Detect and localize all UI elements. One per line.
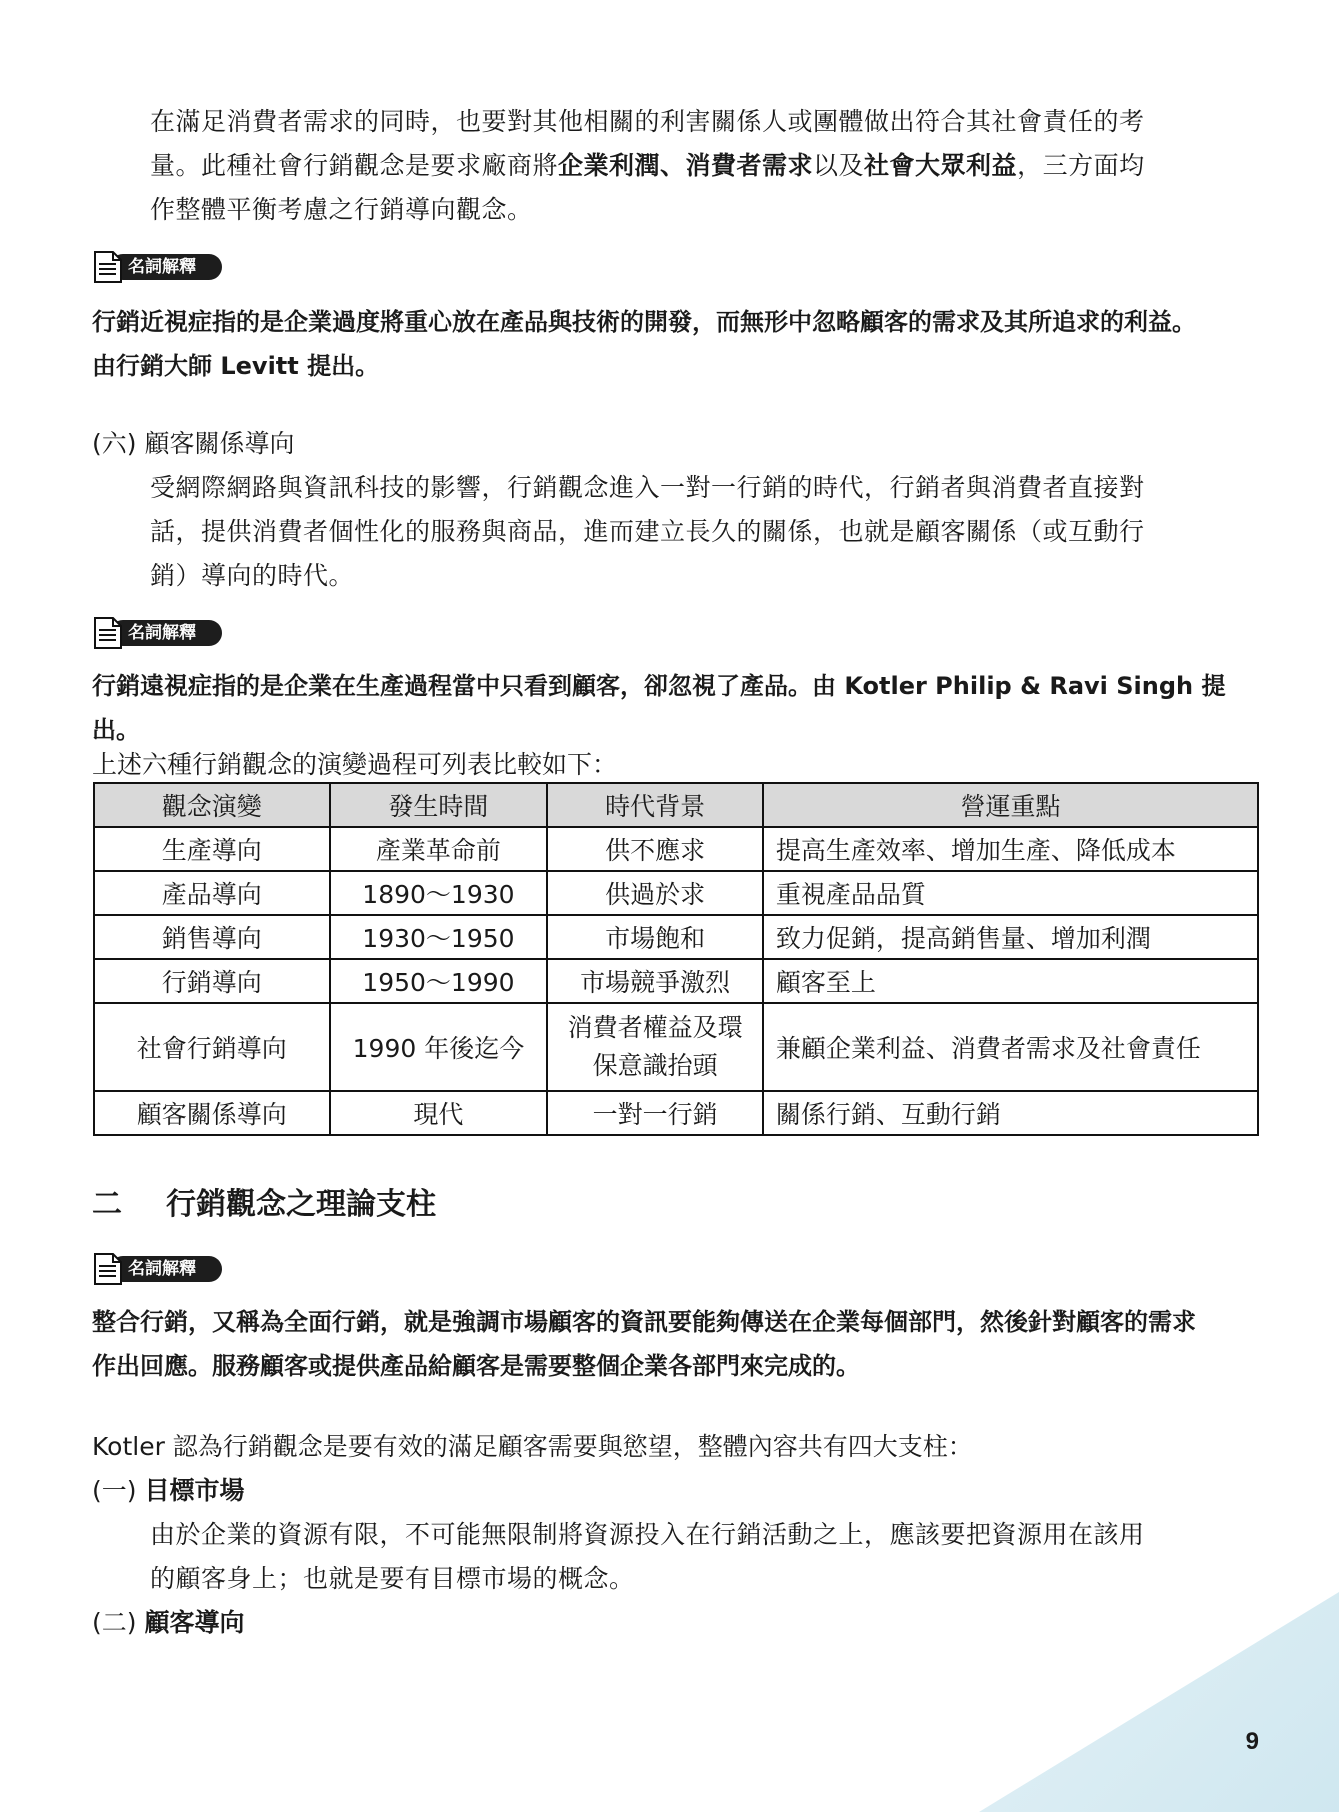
table-row (94, 1091, 1258, 1135)
table-cell-concept: 產品導向 (94, 871, 330, 915)
intro-text: 量。此種社會行銷觀念是要求廠商將 (150, 151, 559, 180)
table-header-cell: 觀念演變 (94, 783, 330, 827)
table-cell-background: 消費者權益及環保意識抬頭 (547, 1003, 763, 1091)
term-badge-label: 名詞解釋 (110, 1256, 222, 1282)
term-badge (92, 250, 232, 284)
document-icon (92, 1252, 124, 1286)
definition-myopia (92, 300, 1252, 388)
definition-integrated-marketing (92, 1300, 1252, 1388)
intro-text: 以及 (813, 151, 865, 180)
page-number: 9 (1245, 1728, 1259, 1755)
term-badge (92, 616, 232, 650)
pillar-1-line-2: 的顧客身上；也就是要有目標市場的概念。 (150, 1564, 635, 1593)
table-row (94, 827, 1258, 871)
section-heading (92, 1182, 436, 1228)
table-cell-background: 市場飽和 (547, 915, 763, 959)
table-cell-background: 市場競爭激烈 (547, 959, 763, 1003)
table-cell-concept: 生產導向 (94, 827, 330, 871)
intro-paragraph (150, 100, 1250, 232)
table-cell-focus: 兼顧企業利益、消費者需求及社會責任 (763, 1003, 1258, 1091)
table-row (94, 871, 1258, 915)
document-icon (92, 616, 124, 650)
definition-myopia-line-1: 行銷近視症指的是企業過度將重心放在產品與技術的開發，而無形中忽略顧客的需求及其所追求的利益。 (92, 308, 1196, 336)
table-cell-concept: 顧客關係導向 (94, 1091, 330, 1135)
table-cell-time: 1930～1950 (330, 915, 548, 959)
subsection-6-line-1: 受網際網路與資訊科技的影響，行銷觀念進入一對一行銷的時代，行銷者與消費者直接對 (150, 473, 1145, 502)
comparison-table (93, 782, 1259, 1136)
intro-line-3: 作整體平衡考慮之行銷導向觀念。 (150, 195, 533, 224)
intro-text: ，三方面均 (1017, 151, 1145, 180)
table-row (94, 1003, 1258, 1091)
table-cell-concept: 行銷導向 (94, 959, 330, 1003)
table-cell-focus: 提高生產效率、增加生產、降低成本 (763, 827, 1258, 871)
intro-bold-term-2: 社會大眾利益 (864, 151, 1018, 180)
term-badge (92, 1252, 232, 1286)
definition-myopia-line-2: 由行銷大師 Levitt 提出。 (92, 352, 380, 380)
intro-bold-term-1: 企業利潤、消費者需求 (558, 151, 814, 180)
corner-decoration (979, 1592, 1339, 1812)
table-cell-focus: 顧客至上 (763, 959, 1258, 1003)
kotler-intro: Kotler 認為行銷觀念是要有效的滿足顧客需要與慾望，整體內容共有四大支柱： (92, 1432, 973, 1461)
section-number: 二 (92, 1187, 122, 1222)
subsection-heading-6: (六) 顧客關係導向 (92, 429, 295, 458)
table-cell-background: 一對一行銷 (547, 1091, 763, 1135)
definition-integrated-line-2: 作出回應。服務顧客或提供產品給顧客是需要整個企業各部門來完成的。 (92, 1352, 860, 1380)
term-badge-label: 名詞解釋 (110, 254, 222, 280)
table-cell-concept: 社會行銷導向 (94, 1003, 330, 1091)
table-cell-time: 1890～1930 (330, 871, 548, 915)
table-row (94, 915, 1258, 959)
table-cell-focus: 關係行銷、互動行銷 (763, 1091, 1258, 1135)
pillar-1-line-1: 由於企業的資源有限，不可能無限制將資源投入在行銷活動之上，應該要把資源用在該用 (150, 1520, 1145, 1549)
subsection-6-body (150, 466, 1250, 598)
table-cell-background: 供不應求 (547, 827, 763, 871)
pillar-title: 顧客導向 (144, 1608, 245, 1637)
table-cell-time: 現代 (330, 1091, 548, 1135)
pillar-marker: (一) (92, 1476, 137, 1505)
document-icon (92, 250, 124, 284)
table-cell-time: 1990 年後迄今 (330, 1003, 548, 1091)
pillar-title: 目標市場 (144, 1476, 245, 1505)
definition-integrated-line-1: 整合行銷，又稱為全面行銷，就是強調市場顧客的資訊要能夠傳送在企業每個部門，然後針對顧客的需求 (92, 1308, 1196, 1336)
pillar-1-body (150, 1513, 1250, 1601)
table-cell-focus: 致力促銷，提高銷售量、增加利潤 (763, 915, 1258, 959)
table-header-cell: 發生時間 (330, 783, 548, 827)
subsection-6-line-3: 銷）導向的時代。 (150, 561, 355, 590)
table-header-cell: 營運重點 (763, 783, 1258, 827)
pillar-heading-2 (92, 1601, 244, 1645)
subsection-6-line-2: 話，提供消費者個性化的服務與商品，進而建立長久的關係，也就是顧客關係（或互動行 (150, 517, 1145, 546)
table-cell-time: 產業革命前 (330, 827, 548, 871)
table-cell-focus: 重視產品品質 (763, 871, 1258, 915)
table-header-row (94, 783, 1258, 827)
table-cell-background: 供過於求 (547, 871, 763, 915)
intro-line-1: 在滿足消費者需求的同時，也要對其他相關的利害關係人或團體做出符合其社會責任的考 (150, 107, 1145, 136)
pillar-heading-1 (92, 1469, 244, 1513)
definition-hyperopia: 行銷遠視症指的是企業在生產過程當中只看到顧客，卻忽視了產品。由 Kotler Philip & Ravi Singh 提出。 (92, 672, 1226, 744)
pillar-marker: (二) (92, 1608, 137, 1637)
table-cell-time: 1950～1990 (330, 959, 548, 1003)
table-header-cell: 時代背景 (547, 783, 763, 827)
table-row (94, 959, 1258, 1003)
table-caption: 上述六種行銷觀念的演變過程可列表比較如下： (92, 750, 618, 779)
section-title-text: 行銷觀念之理論支柱 (166, 1187, 436, 1222)
term-badge-label: 名詞解釋 (110, 620, 222, 646)
table-cell-concept: 銷售導向 (94, 915, 330, 959)
intro-line-2 (150, 144, 1250, 188)
